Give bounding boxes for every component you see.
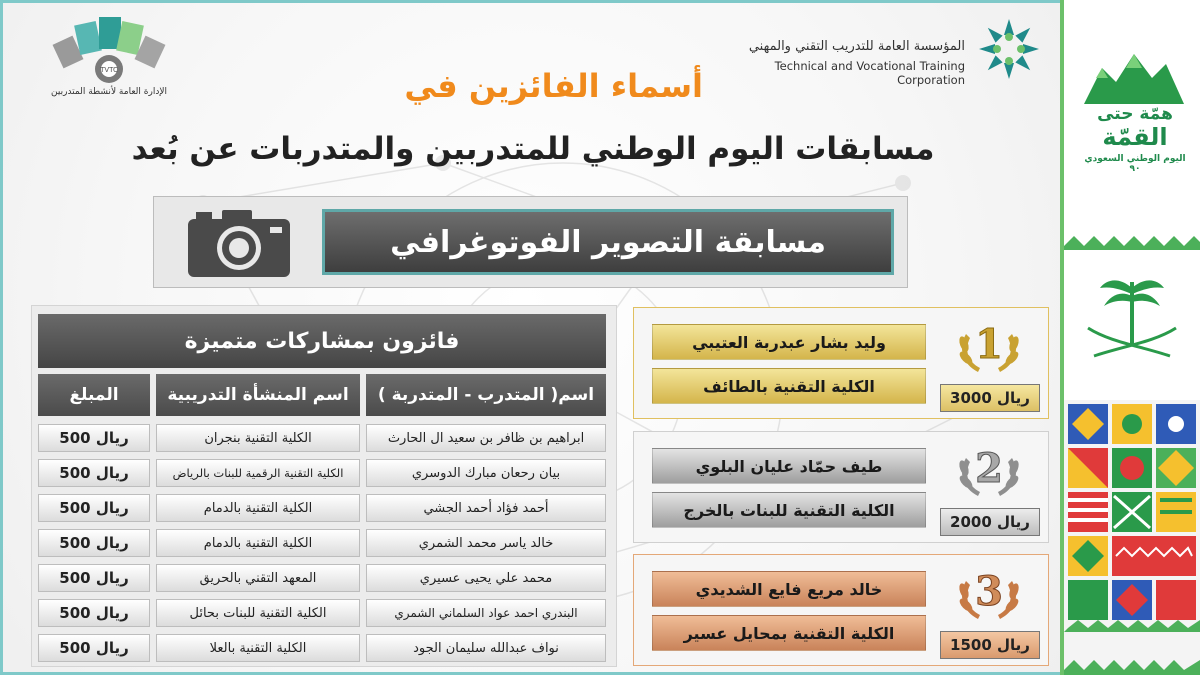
gear-cluster-icon <box>49 13 169 85</box>
column-name: اسم( المتدرب - المتدربة ) <box>366 374 606 416</box>
national-pattern <box>1064 236 1200 675</box>
honorable-title: فائزون بمشاركات متميزة <box>38 314 606 368</box>
winner-card-third <box>633 554 1049 666</box>
row-institution: الكلية التقنية بالدمام <box>156 529 360 557</box>
winner-institution: الكلية التقنية بالطائف <box>652 368 926 404</box>
camera-icon <box>184 207 294 279</box>
page-subtitle: مسابقات اليوم الوطني للمتدربين والمتدربات عن بُعد <box>131 131 935 167</box>
svg-text:3: 3 <box>975 568 1003 615</box>
winner-prize: 3000 ريال <box>940 384 1040 412</box>
row-institution: المعهد التقني بالحريق <box>156 564 360 592</box>
row-name: محمد علي يحيى عسيري <box>366 564 606 592</box>
row-name: بيان رحعان مبارك الدوسري <box>366 459 606 487</box>
row-amount: 500 ريال <box>38 459 150 487</box>
slogan-sub: اليوم الوطني السعودي ٩٠ <box>1084 154 1186 174</box>
activities-caption: الإدارة العامة لأنشطة المتدربين <box>51 87 167 97</box>
slogan-main: القمّة <box>1102 123 1168 151</box>
slogan-top: همّة حتى <box>1097 104 1173 124</box>
winner-name: طيف حمّاد عليان البلوي <box>652 448 926 484</box>
winner-institution: الكلية التقنية بمحايل عسير <box>652 615 926 651</box>
winner-prize: 2000 ريال <box>940 508 1040 536</box>
contest-name: مسابقة التصوير الفوتوغرافي <box>322 209 894 275</box>
row-amount: 500 ريال <box>38 494 150 522</box>
page-title: أسماء الفائزين في <box>404 67 703 105</box>
corporation-name-ar: المؤسسة العامة للتدريب التقني والمهني <box>748 39 965 54</box>
winner-name: خالد مريع فايع الشديدي <box>652 571 926 607</box>
slogan <box>1078 50 1192 200</box>
row-name: البندري احمد عواد السلماني الشمري <box>366 599 606 627</box>
row-amount: 500 ريال <box>38 564 150 592</box>
row-name: أحمد فؤاد أحمد الجشي <box>366 494 606 522</box>
winner-name: وليد بشار عبدربة العتيبي <box>652 324 926 360</box>
svg-text:2: 2 <box>975 445 1003 492</box>
column-institution: اسم المنشأة التدريبية <box>156 374 360 416</box>
winner-card-second <box>633 431 1049 543</box>
svg-text:TVTC: TVTC <box>100 66 118 74</box>
honorable-table <box>31 305 617 667</box>
row-institution: الكلية التقنية للبنات بحائل <box>156 599 360 627</box>
row-amount: 500 ريال <box>38 424 150 452</box>
row-amount: 500 ريال <box>38 634 150 662</box>
row-institution: الكلية التقنية بنجران <box>156 424 360 452</box>
row-amount: 500 ريال <box>38 529 150 557</box>
svg-text:1: 1 <box>975 321 1003 368</box>
activities-logo <box>49 13 169 103</box>
contest-banner <box>153 196 908 288</box>
corporation-logo <box>971 15 1047 91</box>
row-name: ابراهيم بن ظافر بن سعيد ال الحارث <box>366 424 606 452</box>
winner-institution: الكلية التقنية للبنات بالخرج <box>652 492 926 528</box>
laurel-medal-icon <box>952 561 1026 627</box>
national-day-panel <box>1060 0 1200 675</box>
corporation-name-en: Technical and Vocational Training Corporation <box>774 59 965 87</box>
row-name: نواف عبدالله سليمان الجود <box>366 634 606 662</box>
winner-prize: 1500 ريال <box>940 631 1040 659</box>
winner-card-first <box>633 307 1049 419</box>
row-amount: 500 ريال <box>38 599 150 627</box>
row-institution: الكلية التقنية بالعلا <box>156 634 360 662</box>
row-name: خالد ياسر محمد الشمري <box>366 529 606 557</box>
row-institution: الكلية التقنية بالدمام <box>156 494 360 522</box>
column-amount: المبلغ <box>38 374 150 416</box>
laurel-medal-icon <box>952 438 1026 504</box>
row-institution: الكلية التقنية الرقمية للبنات بالرياض <box>156 459 360 487</box>
laurel-medal-icon <box>952 314 1026 380</box>
